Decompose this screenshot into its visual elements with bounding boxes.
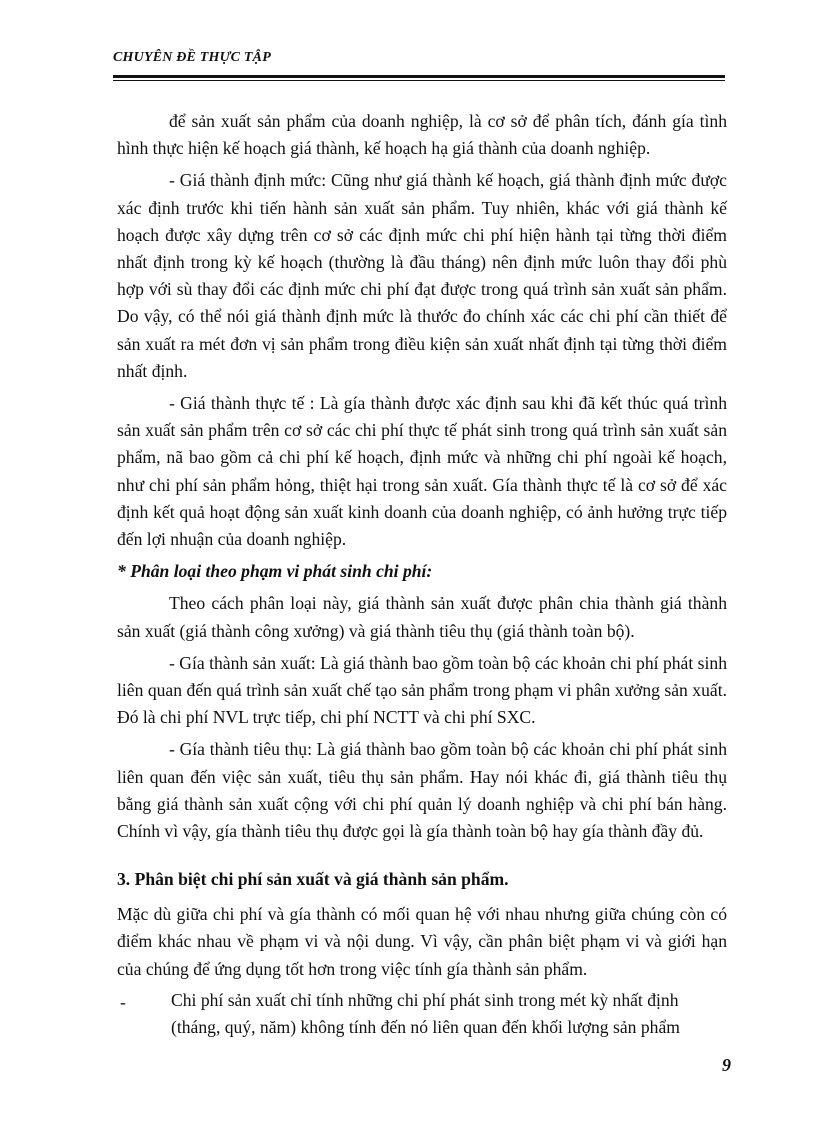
header-rule-thin <box>113 80 725 81</box>
page-header <box>113 50 725 66</box>
section-3 <box>117 866 727 1041</box>
subheading-classification: * Phân loại theo phạm vi phát sinh chi phí: <box>117 561 433 582</box>
bullet-item <box>117 987 727 1041</box>
paragraph-cost-analysis: để sản xuất sản phẩm của doanh nghiệp, là cơ sở để phân tích, đánh gía tình hình thực hiện kế hoạch giá thành, kế hoạch hạ giá thành của doanh nghiệp. <box>117 111 727 159</box>
paragraph-consumption-cost: - Gía thành tiêu thụ: Là giá thành bao gồm toàn bộ các khoản chi phí phát sinh liên quan đến việc sản xuất, tiêu thụ sản phẩm. Hay nói khác đi, giá thành tiêu thụ bằng giá thành sản xuất cộng với chi phí quản lý doanh nghiệp và chi phí bán hàng. Chính vì vậy, gía thành tiêu thụ được gọi là gía thành toàn bộ hay gía thành đầy đủ. <box>117 739 727 842</box>
header-title: CHUYÊN ĐỀ THỰC TẬP <box>113 50 271 65</box>
section-intro: Mặc dù giữa chi phí và gía thành có mối quan hệ với nhau nhưng giữa chúng còn có điểm khác nhau về phạm vi và nội dung. Vì vậy, cần phân biệt phạm vi và giới hạn của chúng để ứng dụng tốt hơn trong việc tính gía thành sản phẩm. <box>117 904 727 979</box>
paragraph-actual-cost: - Giá thành thực tế : Là gía thành được xác định sau khi đã kết thúc quá trình sản xuất sản phẩm trên cơ sở các chi phí thực tế phát sinh trong quá trình sản xuất sản phẩm, nã bao gồm cả chi phí kế hoạch, định mức và những chi phí ngoài kế hoạch, như chi phí sản phẩm hỏng, thiệt hại trong sản xuất. Gía thành thực tế là cơ sở để xác định kết quả hoạt động sản xuất kinh doanh của doanh nghiệp, có ảnh hưởng trực tiếp đến lợi nhuận của doanh nghiệp. <box>117 393 727 550</box>
body-text <box>117 108 727 850</box>
bullet-text: Chi phí sản xuất chỉ tính những chi phí phát sinh trong mét kỳ nhất định (tháng, quý, năm) không tính đến nó liên quan đến khối lượng sản phẩm <box>171 989 680 1038</box>
paragraph-production-cost: - Gía thành sản xuất: Là giá thành bao gồm toàn bộ các khoản chi phí phát sinh liên quan đến quá trình sản xuất chế tạo sản phẩm trong phạm vi phân xưởng sản xuất. Đó là chi phí NVL trực tiếp, chi phí NCTT và chi phí SXC. <box>117 652 727 728</box>
page-number: 9 <box>722 1055 731 1075</box>
section-heading: 3. Phân biệt chi phí sản xuất và giá thành sản phẩm. <box>117 869 509 889</box>
header-rule-thick <box>113 75 725 78</box>
bullet-marker: - <box>120 991 126 1012</box>
paragraph-norm-cost: - Giá thành định mức: Cũng như giá thành kế hoạch, giá thành định mức được xác định trước khi tiến hành sản xuất sản phẩm. Tuy nhiên, khác với giá thành kế hoạch được xây dựng trên cơ sở các định mức chi phí hiện hành tại từng thời điểm nhất định trong kỳ kế hoạch (thường là đầu tháng) nên định mức luôn thay đổi phù hợp với sù thay đổi các định mức chi phí đạt được trong quá trình sản xuất sản phẩm. Do vậy, có thể nói giá thành định mức là thước đo chính xác các chi phí cần thiết để sản xuất ra mét đơn vị sản phẩm trong điều kiện sản xuất nhất định tại từng thời điểm nhất định. <box>117 170 727 381</box>
paragraph-classification-intro: Theo cách phân loại này, giá thành sản xuất được phân chia thành giá thành sản xuất (giá thành công xưởng) và giá thành tiêu thụ (giá thành toàn bộ). <box>117 593 727 641</box>
